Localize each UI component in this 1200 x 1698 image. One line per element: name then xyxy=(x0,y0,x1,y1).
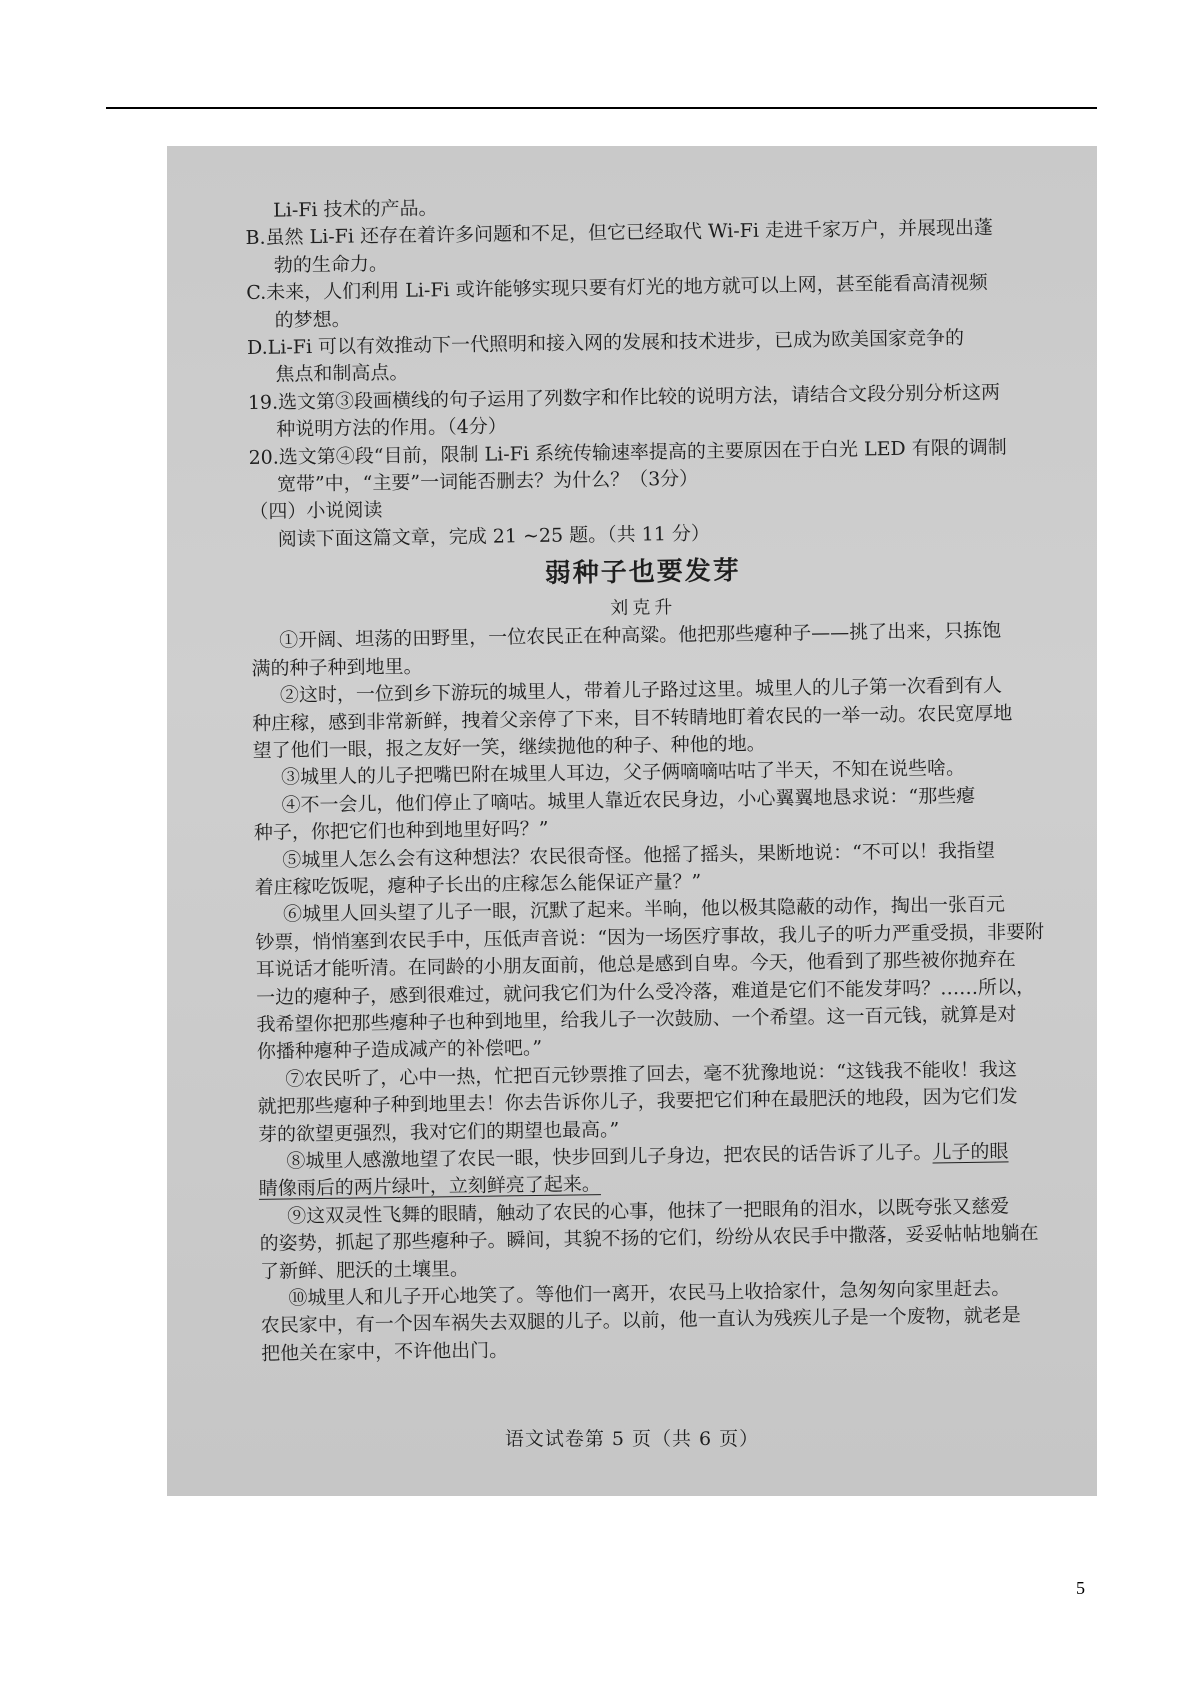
options-tail xyxy=(245,187,1033,390)
paragraph-line: 的姿势，抓起了那些瘪种子。瞬间，其貌不扬的它们，纷纷从农民手中撒落，妥妥帖帖地躺在 xyxy=(259,1222,1039,1256)
paragraph-line: 一边的瘪种子，感到很难过，就问我它们为什么受冷落，难道是它们不能发芽吗？……所以， xyxy=(256,975,1036,1009)
paragraph-line: 我希望你把那些瘪种子也种到地里，给我儿子一次鼓励、一个希望。这一百元钱，就算是对 xyxy=(256,1003,1017,1036)
option-line: 的梦想。 xyxy=(274,308,351,332)
option-line: D.Li-Fi 可以有效推动下一代照明和接入网的发展和技术进步，已成为欧美国家竞争的 xyxy=(246,327,965,360)
option-line: C.未来，人们利用 Li-Fi 或许能够实现只要有灯光的地方就可以上网，甚至能看高清视频 xyxy=(246,271,988,305)
paragraph-6 xyxy=(255,891,1045,1066)
paragraph-line: ⑥城里人回头望了儿子一眼，沉默了起来。半晌，他以极其隐蔽的动作，掏出一张百元 xyxy=(282,893,1006,926)
question-line: 宽带”中，“主要”一词能否删去？为什么？（3分） xyxy=(276,467,699,496)
story-author: 刘克升 xyxy=(610,597,677,620)
paragraph-9 xyxy=(259,1193,1045,1286)
story-title: 弱种子也要发芽 xyxy=(544,556,741,590)
paragraph-line: ⑩城里人和儿子开心地笑了。等他们一离开，农民马上收拾家什，急匆匆向家里赶去。 xyxy=(288,1277,1011,1310)
paragraph-line: 你播种瘪种子造成减产的补偿吧。” xyxy=(256,1037,543,1064)
exam-text-block xyxy=(245,187,1046,1368)
section-instruction: 阅读下面这篇文章，完成 21 ~25 题。（共 11 分） xyxy=(277,522,711,551)
paragraph-line: 把他关在家中，不许他出门。 xyxy=(260,1339,509,1365)
paragraph-text: ⑧城里人感激地望了农民一眼，快步回到儿子身边，把农民的话告诉了儿子。 xyxy=(286,1141,933,1173)
paragraph-10 xyxy=(260,1275,1046,1368)
page-number: 5 xyxy=(1076,1578,1085,1598)
scanned-exam-page xyxy=(167,146,1097,1496)
question-line: 种说明方法的作用。（4分） xyxy=(276,415,507,441)
paragraph-line: ①开阔、坦荡的田野里，一位农民正在种高粱。他把那些瘪种子——挑了出来，只拣饱 xyxy=(279,619,1002,652)
underlined-sentence-start: 儿子的眼 xyxy=(932,1140,1009,1164)
question-line: 19.选文第③段画横线的句子运用了列数字和作比较的说明方法，请结合文段分别分析这两 xyxy=(247,381,1001,414)
section-heading: （四）小说阅读 xyxy=(249,499,383,524)
paragraph-line: 满的种子种到地里。 xyxy=(251,655,423,680)
paragraph-line: 着庄稼吃饭呢，瘪种子长出的庄稼怎么能保证产量？” xyxy=(254,870,702,899)
paragraph-line: 钞票，悄悄塞到农民手中，压低声音说：“因为一场医疗事故，我儿子的听力严重受损，非要附 xyxy=(255,920,1045,954)
question-line: 20.选文第④段“目前，限制 Li-Fi 系统传输速率提高的主要原因在于白光 LED 有限的调制 xyxy=(248,436,1007,469)
paragraph-line: ⑦农民听了，心中一热，忙把百元钞票推了回去，毫不犹豫地说：“这钱我不能收！我这 xyxy=(285,1058,1018,1091)
paragraph-line: 芽的欲望更强烈，我对它们的期望也最高。” xyxy=(257,1118,620,1146)
paragraph-line: 望了他们一眼，报之友好一笑，继续抛他的种子、种他的地。 xyxy=(252,732,766,762)
option-line: Li-Fi 技术的产品。 xyxy=(273,197,438,222)
exam-page-footer: 语文试卷第 5 页（共 6 页） xyxy=(504,1428,760,1450)
paragraph-line: ④不一会儿，他们停止了嘀咕。城里人靠近农民身边，小心翼翼地恳求说：“那些瘪 xyxy=(281,784,976,817)
paragraph-line: ⑨这双灵性飞舞的眼睛，触动了农民的心事，他抹了一把眼角的泪水，以既夸张又慈爱 xyxy=(287,1195,1010,1228)
paragraph-line: 农民家中，有一个因车祸失去双腿的儿子。以前，他一直认为残疾儿子是一个废物，就老是 xyxy=(260,1304,1021,1338)
paragraph-line: 就把那些瘪种子种到地里去！你去告诉你儿子，我要把它们种在最肥沃的地段，因为它们发 xyxy=(257,1085,1018,1119)
paragraph-2 xyxy=(252,672,1038,765)
paragraph-7 xyxy=(257,1056,1043,1149)
paragraph-line: ⑤城里人怎么会有这种想法？农民很奇怪。他摇了摇头，果断地说：“不可以！我指望 xyxy=(282,839,996,872)
paragraph-line: 耳说话才能听清。在同龄的小朋友面前，他总是感到自卑。今天，他看到了那些被你抛弃在 xyxy=(255,948,1016,982)
paragraph-line: ③城里人的儿子把嘴巴附在城里人耳边，父子俩嘀嘀咕咕了半天，不知在说些啥。 xyxy=(280,757,966,789)
paragraph-line: 了新鲜、肥沃的土壤里。 xyxy=(259,1257,470,1283)
paragraph-line: ②这时，一位到乡下游玩的城里人，带着儿子路过这里。城里人的儿子第一次看到有人 xyxy=(279,674,1003,707)
header-rule xyxy=(106,107,1097,109)
underlined-sentence-end: 睛像雨后的两片绿叶，立刻鲜亮了起来。 xyxy=(258,1173,601,1201)
option-line: 勃的生命力。 xyxy=(273,252,389,277)
option-line: B.虽然 Li-Fi 还存在着许多问题和不足，但它已经取代 Wi-Fi 走进千家万户，并展现出蓬 xyxy=(245,216,994,250)
paragraph-line: 种庄稼，感到非常新鲜，拽着父亲停了下来，目不转睛地盯着农民的一举一动。农民宽厚地 xyxy=(252,701,1013,735)
option-line: 焦点和制高点。 xyxy=(275,362,409,387)
paragraph-line: 种子，你把它们也种到地里好吗？” xyxy=(253,817,549,845)
